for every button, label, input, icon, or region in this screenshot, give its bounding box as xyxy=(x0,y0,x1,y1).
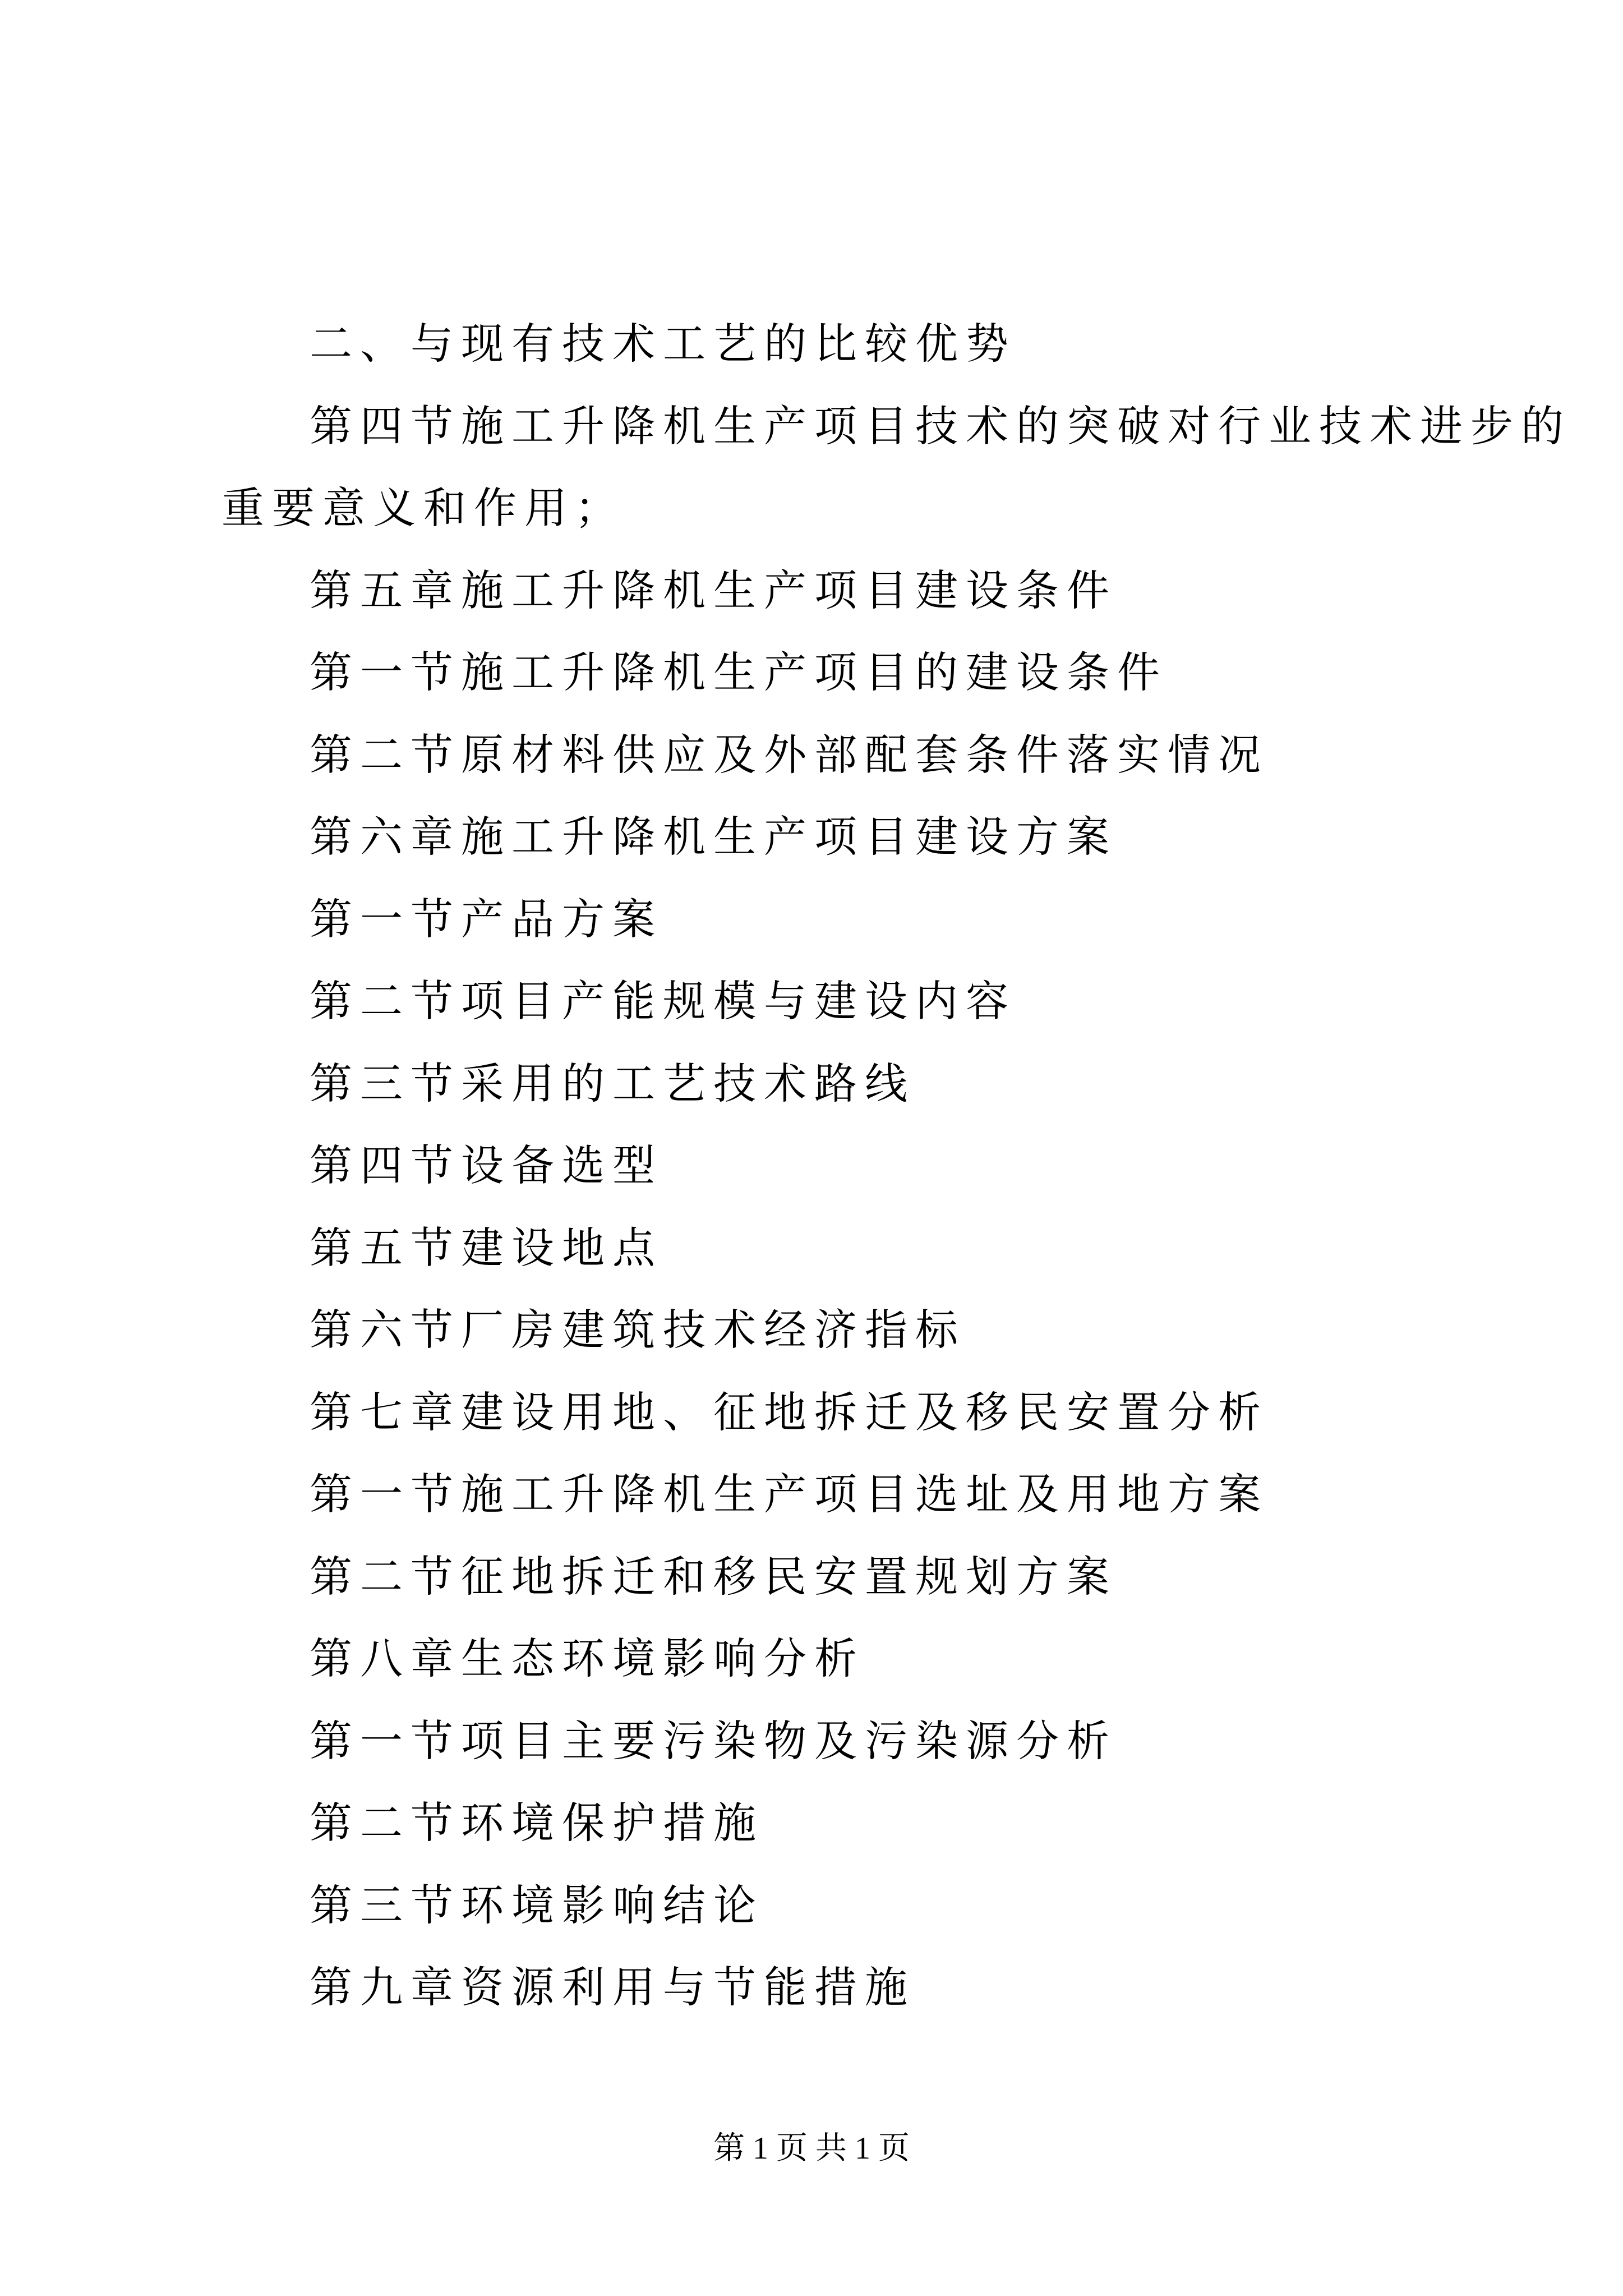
section-heading: 第六节厂房建筑技术经济指标 xyxy=(310,1305,966,1355)
document-body xyxy=(222,303,1571,2029)
text-line: 二、与现有技术工艺的比较优势 xyxy=(310,319,1016,369)
chapter-heading: 第六章施工升降机生产项目建设方案 xyxy=(310,812,1117,862)
chapter-heading: 第七章建设用地、征地拆迁及移民安置分析 xyxy=(310,1387,1269,1437)
section-heading: 第四节设备选型 xyxy=(310,1140,663,1190)
section-heading: 第一节项目主要污染物及污染源分析 xyxy=(310,1715,1117,1766)
section-heading: 第五节建设地点 xyxy=(310,1222,663,1273)
section-heading: 第一节产品方案 xyxy=(310,894,663,944)
chapter-heading: 第八章生态环境影响分析 xyxy=(310,1634,865,1683)
text-line: 第四节施工升降机生产项目技术的突破对行业技术进步的 xyxy=(310,401,1571,451)
text-line-continuation: 重要意义和作用； xyxy=(222,483,625,533)
section-heading: 第二节征地拆迁和移民安置规划方案 xyxy=(310,1551,1117,1602)
section-heading: 第一节施工升降机生产项目的建设条件 xyxy=(310,647,1168,697)
section-heading: 第一节施工升降机生产项目选址及用地方案 xyxy=(310,1469,1269,1519)
chapter-heading: 第九章资源利用与节能措施 xyxy=(310,1962,915,2012)
section-heading: 第二节环境保护措施 xyxy=(310,1798,764,1848)
page-number-label: 第 1 页 共 1 页 xyxy=(713,2131,910,2166)
section-heading: 第三节采用的工艺技术路线 xyxy=(310,1058,915,1108)
section-heading: 第二节项目产能规模与建设内容 xyxy=(310,976,1016,1026)
chapter-heading: 第五章施工升降机生产项目建设条件 xyxy=(310,565,1117,615)
page-footer xyxy=(0,2126,1623,2171)
section-heading: 第三节环境影响结论 xyxy=(310,1880,764,1930)
section-heading: 第二节原材料供应及外部配套条件落实情况 xyxy=(310,729,1269,780)
